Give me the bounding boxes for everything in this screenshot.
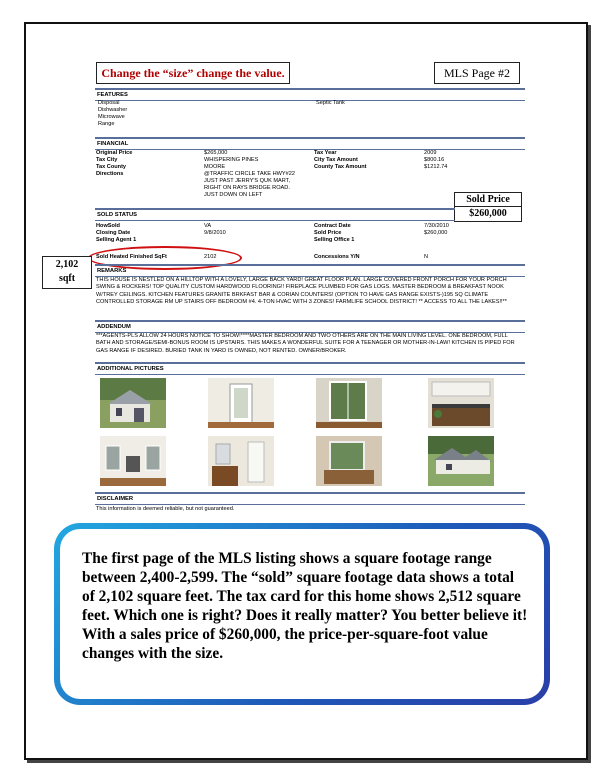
page-title: Change the “size” change the value. [96,62,290,84]
master-bath-photo [316,436,382,486]
sold-label: Sold Price [314,230,342,236]
feature-item: Dishwasher [98,107,128,113]
sold-label: HowSold [96,223,120,229]
fin-label: Original Price [96,150,133,156]
house-exterior-photo [100,378,166,428]
explanation-callout [54,523,550,705]
remarks-text: THIS HOUSE IS NESTLED ON A HILLTOP WITH A LOVELY, LARGE BACK YARD! GREAT FLOOR PLAN. LARGE COVERED FRONT PORCH FOR YOUR PORCH SWING & ROCKERS! TOP QUALITY CUSTOM HARDWOOD FLOORING!! FIREPLACE PLUMBED FOR GAS LOGS. MASTER BEDROOM & BREAKFAST NOOK W/TREY CEILINGS. KITCHEN FEATURES GRANITE BRKFAST BAR & CORIAN COUNTERS! (OPTION TO HAVE GAS RANGE EXISTS-)195 SQ CLIMATE CONTROLLED STORAGE RM UP STAIRS OFF BEDROOM #4. 4-TON HVAC WITH 3 ZONES! FARMLIFE SCHOOL DISTRICT! ** ACCESS TO ALL THE LAKES!!** [96,277,507,306]
addendum-heading: ADDENDUM [95,320,525,333]
pictures-heading: ADDITIONAL PICTURES [95,362,525,375]
sold-value: 7/30/2010 [424,223,449,229]
sold-label: Contract Date [314,223,351,229]
feature-item: Range [98,121,115,127]
sold-price-box-value: $260,000 [469,208,507,219]
sold-label: Selling Office 1 [314,237,355,243]
disclaimer-heading: DISCLAIMER [95,492,525,505]
fin-label: Tax Year [314,150,337,156]
feature-item: Microwave [98,114,125,120]
sold-price-box-label: Sold Price [455,193,521,207]
fin-value: $265,000 [204,150,228,156]
feature-item: Septic Tank [316,100,345,106]
features-heading: FEATURES [95,88,525,101]
sold-value: VA [204,223,212,229]
interior-window-photo [316,378,382,428]
explanation-text: The first page of the MLS listing shows a square footage range between 2,400-2,599. The “sold” square footage data shows a total of 2,102 square feet. The tax card for this home shows 2,512 square feet. Which one is right? Does it really matter? You better believe it! With a sales price of $260,000, the price-per-square-foot value changes with the size. [60,529,544,699]
interior-doorway-photo [208,378,274,428]
fin-value: WHISPERING PINES [204,157,259,163]
kitchen-photo [428,378,494,428]
sqft-box-unit: sqft [58,273,76,284]
fin-label: County Tax Amount [314,164,367,170]
sqft-box [42,256,92,289]
sqft-box-value: 2,102 [55,259,79,270]
directions-label: Directions [96,171,124,177]
concessions-value: N [424,254,429,260]
sold-label: Selling Agent 1 [96,237,137,243]
mls-page-label: MLS Page #2 [434,62,520,84]
directions-line: @TRAFFIC CIRCLE TAKE HWY#22 [204,171,295,177]
sold-price-box [454,192,522,222]
concessions-label: Concessions Y/N [314,254,360,260]
disclaimer-text: This information is deemed reliable, but not guaranteed. [96,506,235,512]
directions-line: JUST DOWN ON LEFT [204,192,263,198]
living-room-photo [100,436,166,486]
fin-value: MOORE [204,164,226,170]
fin-value: $1212.74 [424,164,448,170]
directions-line: JUST PAST JERRY'S QUK MART, [204,178,291,184]
fin-label: City Tax Amount [314,157,358,163]
remarks-heading: REMARKS [95,264,525,277]
bathroom-photo [208,436,274,486]
directions-line: RIGHT ON RAYS BRIDGE ROAD. [204,185,290,191]
financial-heading: FINANCIAL [95,137,525,150]
fin-label: Tax County [96,164,127,170]
sqft-value: 2102 [204,254,217,260]
sold-label: Closing Date [96,230,131,236]
fin-value: 2009 [424,150,437,156]
addendum-text: ***AGENTS-PLS ALLOW 24 HOURS NOTICE TO SHOW!****MASTER BEDROOM AND TWO OTHERS ARE ON THE MAIN LIVING LEVEL. ONE BEDROOM, FULL BATH AND STORAGE/SEMI-BONUS ROOM IS UPSTAIRS. THIS MAKES A WONDERFUL SUITE FOR A TEENAGER OR MOTHER-IN-LAW! KITCHEN IS PIPED FOR GAS RANGE IF DESIRED. BURIED TANK IN YARD IS OWNED, NOT RENTED. OWNER/BROKER. [96,333,515,354]
sold-value: 9/8/2010 [204,230,226,236]
fin-value: $800.16 [424,157,445,163]
house-side-photo [428,436,494,486]
sold-status-heading: SOLD STATUS [95,208,455,221]
sold-value: $260,000 [424,230,448,236]
sqft-label: Sold Heated Finished SqFt [96,254,167,260]
fin-label: Tax City [96,157,118,163]
feature-item: Disposal [98,100,120,106]
